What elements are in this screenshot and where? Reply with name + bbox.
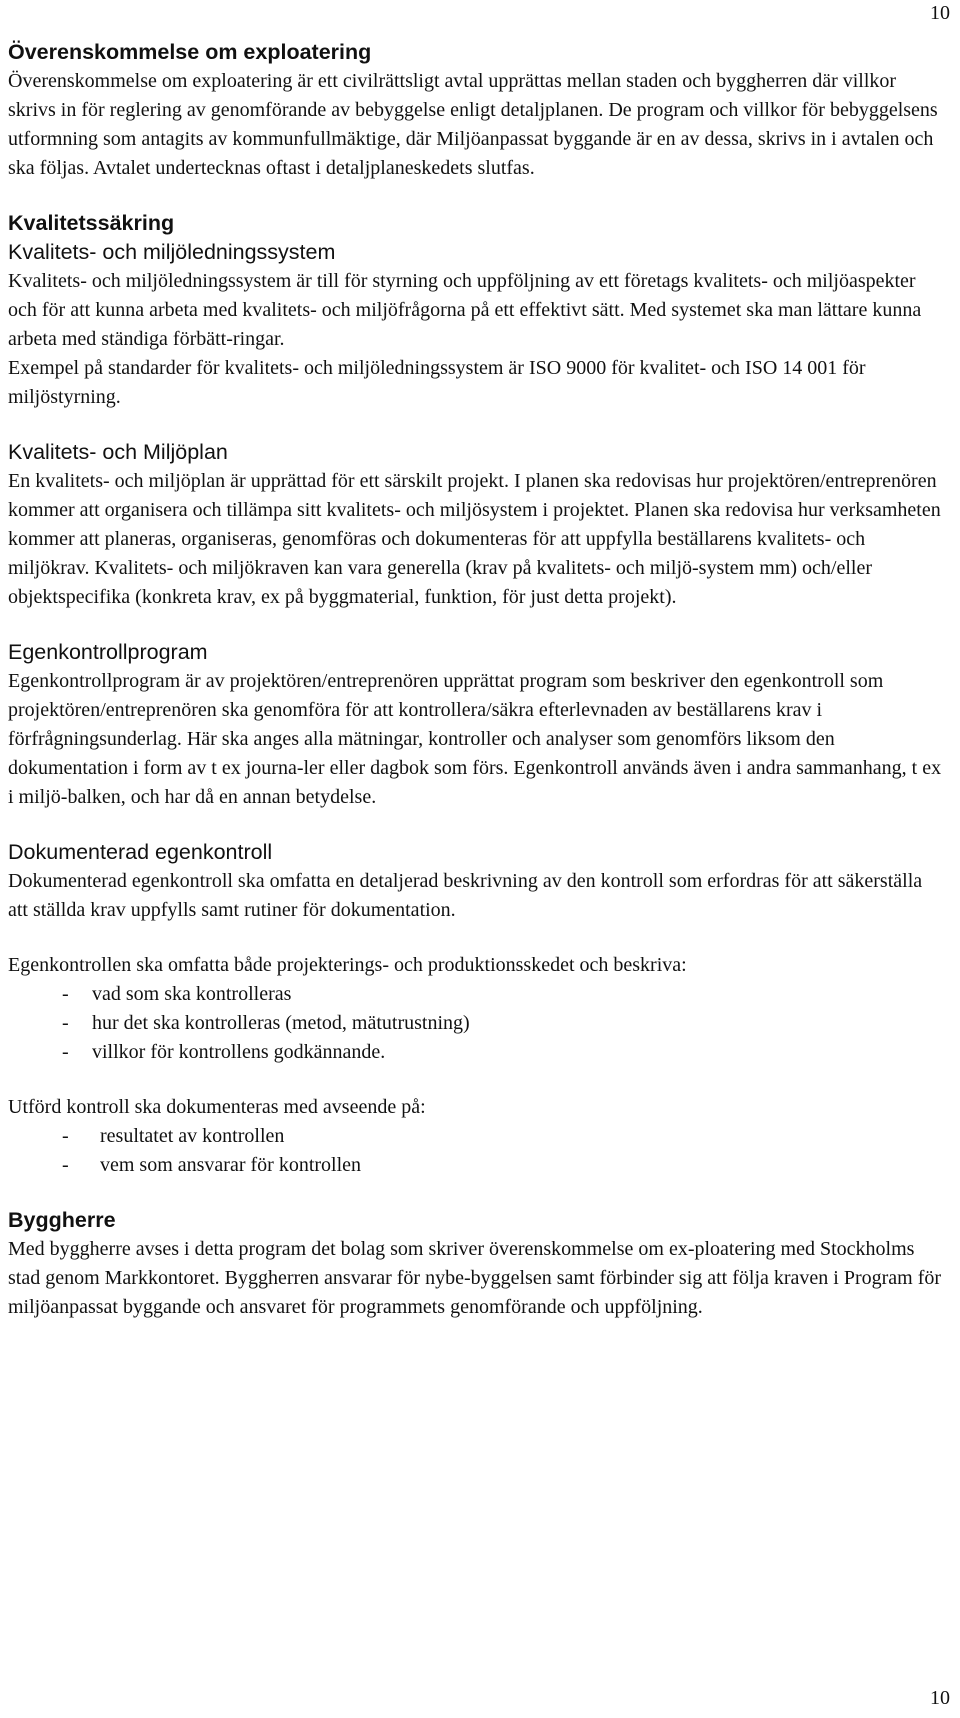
list-item: - vad som ska kontrolleras <box>8 980 943 1009</box>
page-content <box>8 38 943 1322</box>
paragraph-egenkontrollprogram: Egenkontrollprogram är av projektören/entreprenören upprättat program som beskriver den egenkontroll som projektören/entreprenören ska genomföra för att kontrollera/säkra efterlevnaden av beställarens krav i förfrågningsunderlag. Här ska anges alla mätningar, kontroller och analyser som genomförs liksom den dokumentation i form av t ex journa-ler eller dagbok som förs. Egenkontroll används även i andra sammanhang, t ex i miljö-balken, och har då en annan betydelse. <box>8 670 942 808</box>
paragraph-dokumenterad-egenkontroll: Dokumenterad egenkontroll ska omfatta en detaljerad beskrivning av den kontroll som erfordras för att säkerställa att ställda krav uppfylls samt rutiner för dokumentation. <box>8 870 923 921</box>
list-omfatta <box>8 980 943 1067</box>
heading-dokumenterad-egenkontroll: Dokumenterad egenkontroll <box>8 840 273 864</box>
list-item: - vem som ansvarar för kontrollen <box>8 1151 943 1180</box>
heading-byggherre: Byggherre <box>8 1208 116 1232</box>
paragraph-byggherre: Med byggherre avses i detta program det bolag som skriver överenskommelse om ex-ploatering med Stockholms stad genom Markkontoret. Byggherren ansvarar för nybe-byggelsen samt förbinder sig att följa kraven i Program för miljöanpassat byggande och ansvaret för programmets genomförande och uppföljning. <box>8 1238 942 1318</box>
list-intro-dokumenteras: Utförd kontroll ska dokumenteras med avseende på: <box>8 1096 426 1118</box>
subheading-ledningssystem: Kvalitets- och miljöledningssystem <box>8 240 336 264</box>
list-dokumenteras <box>8 1122 943 1180</box>
heading-exploatering: Överenskommelse om exploatering <box>8 40 372 64</box>
heading-egenkontrollprogram: Egenkontrollprogram <box>8 640 208 664</box>
paragraph-miljoplan: En kvalitets- och miljöplan är upprättad för ett särskilt projekt. I planen ska redovisas hur projektören/entreprenören kommer att organisera och tillämpa sitt kvalitets- och miljösystem i projektet. Planen ska redovisa hur verksamheten kommer att planeras, organiseras, genomföras och dokumenteras för att uppfylla beställarens kvalitets- och miljökrav. Kvalitets- och miljökraven kan vara generella (krav på kvalitets- och miljö-system mm) och/eller objektspecifika (konkreta krav, ex på byggmaterial, funktion, för just detta projekt). <box>8 470 941 608</box>
heading-kvalitetssakring: Kvalitetssäkring <box>8 211 175 235</box>
paragraph-ledningssystem-2: Exempel på standarder för kvalitets- och miljöledningssystem är ISO 9000 för kvalitet- och ISO 14 001 för miljöstyrning. <box>8 357 866 408</box>
paragraph-ledningssystem-1: Kvalitets- och miljöledningssystem är till för styrning och uppföljning av ett företags kvalitets- och miljöaspekter och för att kunna arbeta med kvalitets- och miljöfrågorna på ett effektivt sätt. Med systemet ska man lättare kunna arbeta med ständiga förbätt-ringar. <box>8 270 922 350</box>
page-number-top: 10 <box>930 2 950 24</box>
list-item: - resultatet av kontrollen <box>8 1122 943 1151</box>
page-number-bottom: 10 <box>930 1687 950 1709</box>
list-item: - villkor för kontrollens godkännande. <box>8 1038 943 1067</box>
paragraph-exploatering: Överenskommelse om exploatering är ett civilrättsligt avtal upprättas mellan staden och byggherren där villkor skrivs in för reglering av genomförande av bebyggelse enligt detaljplanen. De program och villkor för bebyggelsens utformning som antagits av kommunfullmäktige, där Miljöanpassat byggande är en av dessa, skrivs in i avtalen och ska följas. Avtalet undertecknas oftast i detaljplaneskedets slutfas. <box>8 70 938 179</box>
heading-miljoplan: Kvalitets- och Miljöplan <box>8 440 228 464</box>
list-item: - hur det ska kontrolleras (metod, mätutrustning) <box>8 1009 943 1038</box>
list-intro-omfatta: Egenkontrollen ska omfatta både projekterings- och produktionsskedet och beskriva: <box>8 954 687 976</box>
